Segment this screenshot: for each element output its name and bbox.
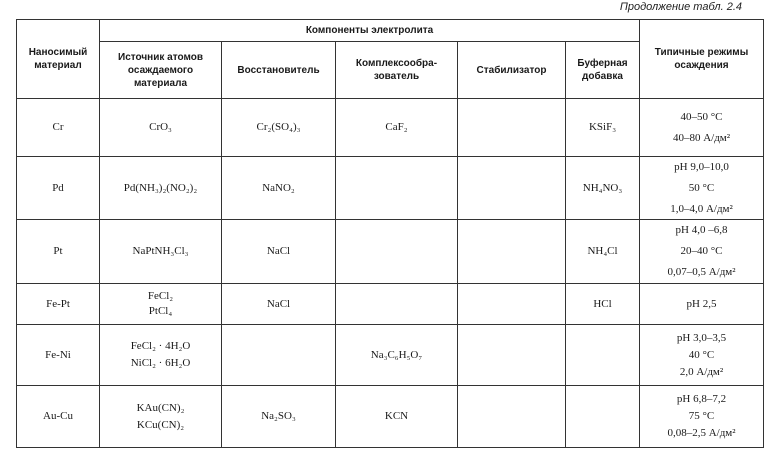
table-row [17,284,764,325]
cell-source: FeCl₂ PtCl₄ [100,284,222,325]
cell-source: CrO₃ [100,99,222,157]
cell-reducer: Cr₂(SO₄)₃ [222,99,336,157]
header-group-components: Компоненты электролита [100,20,640,42]
cell-buffer [566,325,640,386]
cell-complex: KCN [336,386,458,448]
header-complex: Комплексообра-зователь [336,42,458,99]
cell-source: FeCl₂ · 4H₂O NiCl₂ · 6H₂O [100,325,222,386]
cell-buffer [566,386,640,448]
header-stabilizer: Стабилизатор [458,42,566,99]
cell-stabilizer [458,99,566,157]
cell-stabilizer [458,386,566,448]
cell-modes: pH 3,0–3,5 40 °C 2,0 А/дм² [640,325,764,386]
cell-modes: 40–50 °C 40–80 А/дм² [640,99,764,157]
cell-reducer: NaNO₂ [222,157,336,220]
cell-source: KAu(CN)₂ KCu(CN)₂ [100,386,222,448]
cell-material: Au-Cu [17,386,100,448]
header-buffer: Буферная добавка [566,42,640,99]
cell-complex: CaF₂ [336,99,458,157]
cell-material: Pt [17,220,100,284]
cell-buffer: NH₄NO₃ [566,157,640,220]
cell-stabilizer [458,157,566,220]
cell-modes: pH 2,5 [640,284,764,325]
cell-stabilizer [458,220,566,284]
header-source: Источник атомов осаждаемого материала [100,42,222,99]
table-row [17,325,764,386]
cell-complex: Na₃C₆H₅O₇ [336,325,458,386]
cell-buffer: NH₄Cl [566,220,640,284]
cell-complex [336,157,458,220]
table-row [17,157,764,220]
cell-reducer: Na₂SO₃ [222,386,336,448]
cell-complex [336,284,458,325]
cell-reducer: NaCl [222,284,336,325]
cell-buffer: KSiF₃ [566,99,640,157]
cell-stabilizer [458,284,566,325]
cell-buffer: HCl [566,284,640,325]
cell-reducer [222,325,336,386]
cell-source: NaPtNH₃Cl₃ [100,220,222,284]
cell-stabilizer [458,325,566,386]
cell-material: Pd [17,157,100,220]
table-row [17,386,764,448]
cell-source: Pd(NH₃)₂(NO₂)₂ [100,157,222,220]
cell-modes: pH 6,8–7,2 75 °C 0,08–2,5 А/дм² [640,386,764,448]
cell-material: Fe-Pt [17,284,100,325]
cell-modes: pH 4,0 –6,8 20–40 °C 0,07–0,5 А/дм² [640,220,764,284]
header-reducer: Восстановитель [222,42,336,99]
table-row [17,220,764,284]
table-row [17,99,764,157]
cell-modes: pH 9,0–10,0 50 °C 1,0–4,0 А/дм² [640,157,764,220]
cell-reducer: NaCl [222,220,336,284]
electrolyte-table [16,19,764,448]
header-modes: Типичные режимы осаждения [640,20,764,99]
cell-material: Cr [17,99,100,157]
table-caption: Продолжение табл. 2.4 [619,1,742,13]
cell-material: Fe-Ni [17,325,100,386]
cell-complex [336,220,458,284]
header-material: Наносимый материал [17,20,100,99]
